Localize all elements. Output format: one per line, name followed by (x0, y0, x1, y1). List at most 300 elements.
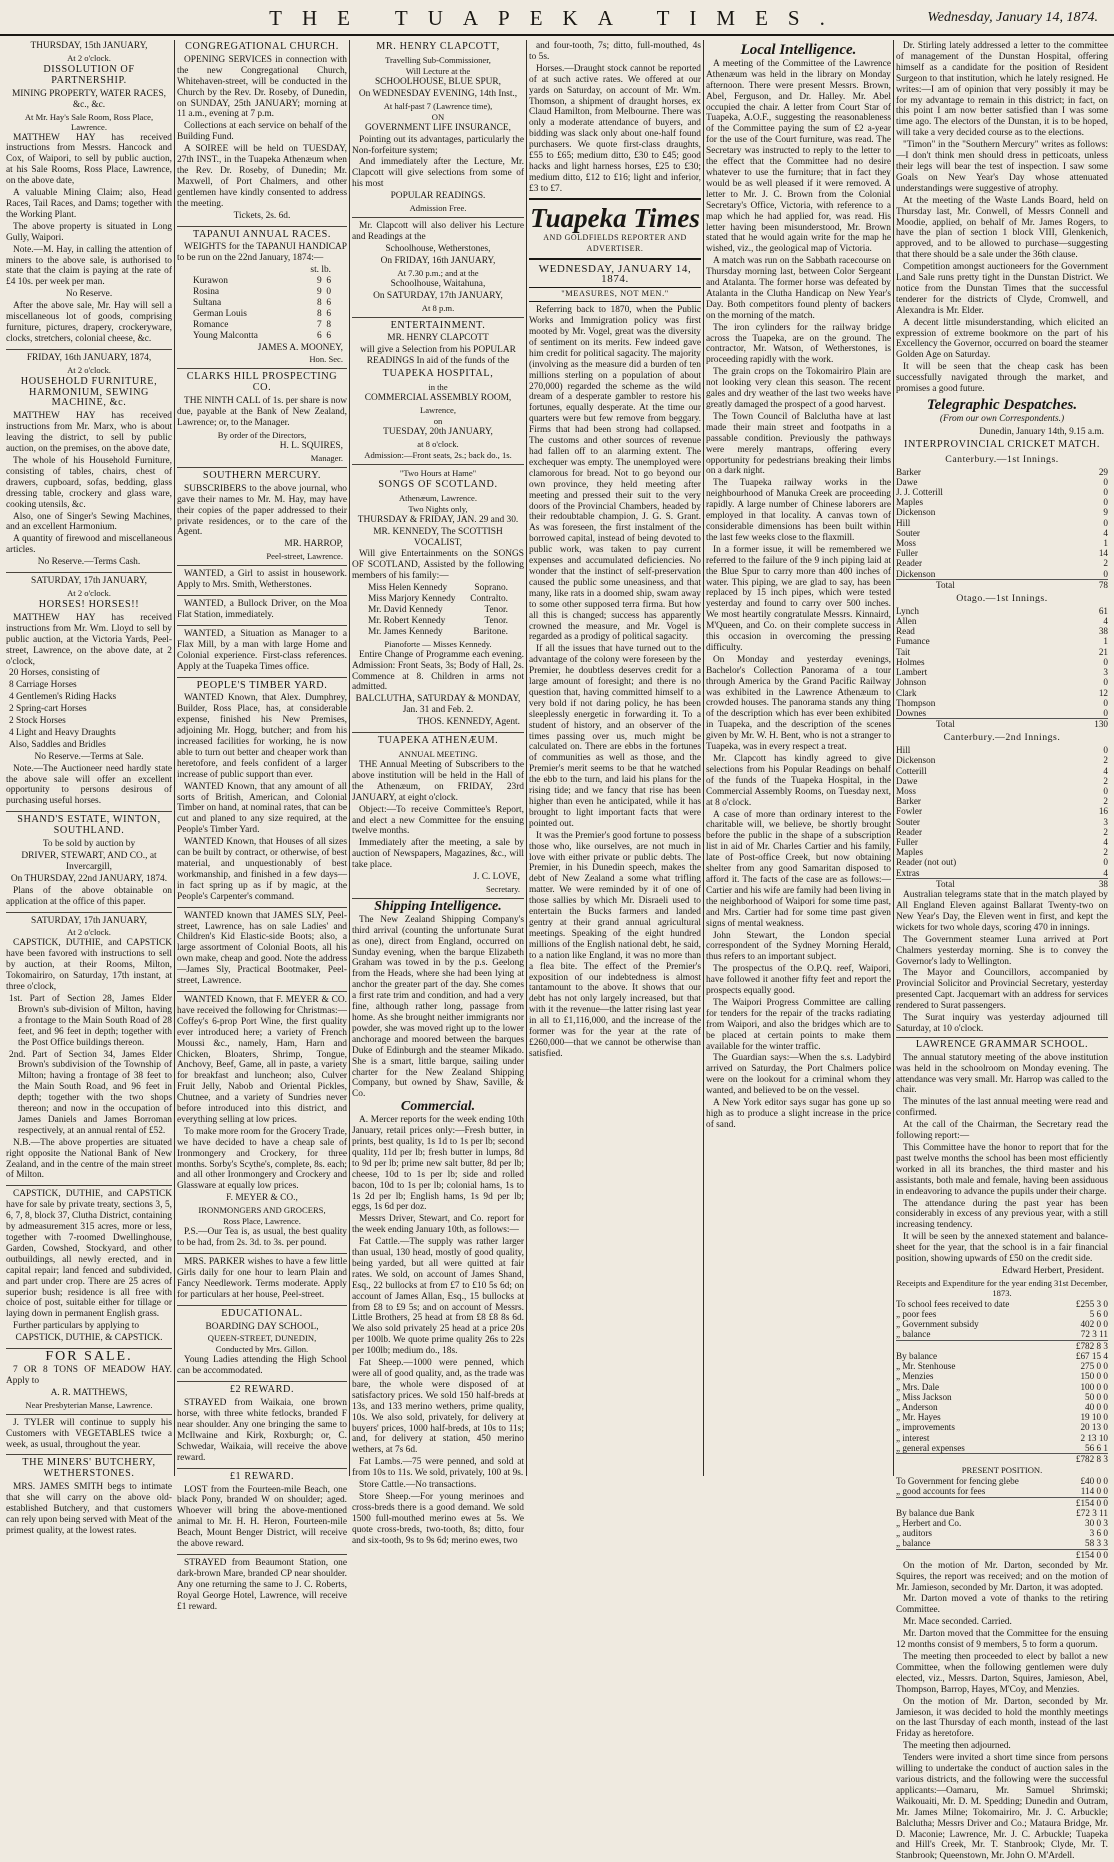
table-row (896, 755, 1108, 765)
ad-firm: DRIVER, STEWART, AND CO., at Invercargill, (21, 851, 157, 872)
news-item: The Tuapeka railway works in the neighbourhood of Manuka Creek are proceeding rapidly. A large number of Chinese laborers are employed in that locality. A canvas town of considerable dimensions has been built within the last few weeks close to the flaxmill. (706, 478, 891, 543)
ad-after: After the above sale, Mr. Hay will sell a miscellaneous lot of goods, comprising furniture, pictures, drapery, crockeryware, clocks, stretchers, colonial cheese, &c. (6, 301, 172, 344)
article-paragraph: and four-tooth, 7s; ditto, full-mouthed, 4s to 5s. (529, 41, 701, 62)
article-paragraph: Mr. Darton moved that the Committee for the ensuing 12 months consist of 9 members, 5 to form a quorum. (896, 1629, 1108, 1651)
ad-topic: GOVERNMENT LIFE INSURANCE, (365, 122, 511, 133)
nameplate-subtitle: AND GOLDFIELDS REPORTER AND ADVERTISER. (543, 232, 687, 253)
column-rule (893, 40, 894, 1476)
row-label: Cotterill (896, 765, 927, 776)
table-row (896, 708, 1108, 719)
news-item: Mr. Clapcott has kindly agreed to give selections from his Popular Readings on behalf of the funds of the Tuapeka Hospital, in the Commercial Assembly Rooms, on Tuesday next, at 8 o'clock. (706, 754, 891, 808)
news-item: The grain crops on the Tokomairiro Plain are not looking very clean this season. The recent gales and dry weather of the last two weeks have greatly damaged the prospect of a good harvest. (706, 367, 891, 410)
news-item: At the meeting of the Waste Lands Board, held on Thursday last, Mr. Conwell, of Messrs Connell and Moodie, applied, on behalf of Mr. James Rogers, to have the plan of section 1 block VIII, Glenkenich, approved, and to be allowed to purchase—suggesting that there should be a sale under the 36th clause. (896, 195, 1108, 261)
column-rule (526, 40, 527, 1476)
ad-time: at 8 o'clock. (417, 438, 459, 449)
total-value: £782 8 3 (1044, 1453, 1108, 1464)
row-label: „ poor fees (896, 1309, 937, 1320)
row-value: 4 (1103, 867, 1108, 878)
wanted-bullock-driver (177, 599, 347, 626)
lot-item: 1st. Part of Section 28, James Elder Brown's sub-division of Milton, having a frontage to the Main South Road of 28 feet, and 96 feet in depth; together with the Post Office buildings thereon. (9, 993, 172, 1048)
table-row (896, 667, 1108, 677)
ad-body: CAPSTICK, DUTHIE, and CAPSTICK have for sale by private treaty, sections 3, 5, 6, 7, 8, block 37, Clutha District, containing by admeasurement 315 acres, more or less, together with 7-roomed Dwellinghouse, Garden, Cowshed, Stockyard, and other outbuildings, all newly erected, and in capital repair; land fenced and subdivided, and part under crop. There are 25 acres of superior bush; residence is all free with choice of post, suitable either for tillage or laying down in permanent English grass. (6, 1189, 172, 1320)
news-item: The iron cylinders for the railway bridge across the Tuapeka, are on the ground. The contractor, Mr. Watson, of Wetherstones, is proceeding rapidly with the work. (706, 322, 891, 366)
column-2 (177, 40, 348, 1612)
ad-body: STRAYED from Beaumont Station, one dark-brown Mare, branded CP near shoulder. Any one returning the same to J. C. Roberts, Royal George Hotel, Lawrence, will receive £1 reward. (177, 1557, 347, 1612)
horse-st: 7 (316, 319, 322, 330)
total-row (896, 1340, 1108, 1351)
section-heading: Shipping Intelligence. (374, 898, 502, 914)
ad-heading: CLARKS HILL PROSPECTING CO. (186, 371, 338, 394)
horse-name: Kurawon (193, 276, 228, 287)
table-row (896, 647, 1108, 657)
notice-miners-butchery (6, 1458, 172, 1540)
row-value: £72 3 11 (1076, 1507, 1108, 1518)
total-value: £154 0 0 (1044, 1497, 1108, 1508)
ad-body: Pointing out its advantages, particularly the Non-forfeiture system; (352, 134, 524, 156)
ad-body: THE NINTH CALL of 1s. per share is now due, payable at the Bank of New Zealand, Lawrence; or, to the Manager. (177, 396, 347, 429)
horse-st: 6 (316, 330, 322, 341)
row-label: Tait (896, 646, 911, 657)
weights-header (193, 265, 331, 276)
table-row (896, 626, 1108, 636)
receipts-table (896, 1299, 1108, 1351)
row-value: 100 0 0 (1080, 1381, 1108, 1392)
row-label: Lambert (896, 667, 928, 678)
row-label: Maples (896, 847, 924, 858)
horse-name: Romance (193, 319, 229, 330)
weight-row (193, 331, 331, 342)
row-value: 14 (1098, 548, 1108, 559)
ad-on: ON (431, 111, 445, 122)
table-row (896, 1351, 1108, 1361)
row-value: 20 13 0 (1080, 1422, 1108, 1433)
table-row (896, 1476, 1108, 1486)
row-label: „ Mr. Hayes (896, 1412, 941, 1423)
ad-role: IRONMONGERS AND GROCERS, (198, 1205, 326, 1216)
total-row (896, 579, 1108, 590)
table-row (896, 837, 1108, 847)
row-value: 56 6 1 (1085, 1442, 1108, 1453)
sale-ad-capstick-land (6, 1189, 172, 1349)
row-label: Fumance (896, 636, 930, 647)
ad-place: Ross Place, Lawrence. (223, 1216, 301, 1227)
weight-row (193, 309, 331, 320)
table-row (896, 487, 1108, 497)
performer-role: Baritone. (473, 626, 508, 637)
list-item: 8 Carriage Horses (9, 680, 77, 691)
notice-entertainment (352, 321, 524, 465)
lot-item: 2nd. Part of Section 34, James Elder Brown's subdivision of the Township of Milton; having a frontage of 38 feet to the Main South Road, and 96 feet in depth; together with the two shops thereon; and now in the occupation of James Daniels and James Borroman respectively, at an annual rental of £52. (9, 1049, 172, 1136)
table-row (896, 1402, 1108, 1412)
horse-name: Sultana (193, 297, 222, 308)
ad-date: SATURDAY, 17th JANUARY, (31, 915, 147, 926)
ad-title: BOARDING DAY SCHOOL, (205, 1321, 319, 1332)
row-value: 4 (1103, 527, 1108, 538)
notice-reward-1 (177, 1472, 347, 1555)
ad-other: BALCLUTHA, SATURDAY & MONDAY, Jan. 31 and Feb. 2. (355, 694, 521, 716)
ad-note: N.B.—The above properties are situated right opposite the National Bank of New Zealand, and in the centre of the main street of Milton. (6, 1137, 172, 1181)
row-value: 72 3 11 (1080, 1329, 1108, 1340)
ad-detail: The above property is situated in Long Gully, Waipori. (6, 221, 172, 243)
row-label: Hill (896, 745, 911, 756)
row-value: 0 (1103, 745, 1108, 756)
ad-body: WANTED, a Girl to assist in housework. Apply to Mrs. Smith, Wetherstones. (177, 569, 347, 591)
table-row (896, 1486, 1108, 1497)
table-row (896, 766, 1108, 776)
ad-reserve: No Reserve. (65, 289, 113, 300)
row-label: Souter (896, 816, 920, 827)
ad-hospital: TUAPEKA HOSPITAL, (382, 368, 494, 380)
table-row (896, 1361, 1108, 1371)
ad-body: Will give Entertainments on the SONGS OF SCOTLAND, Assisted by the following members of his family:— (352, 549, 524, 582)
row-label: Barker (896, 466, 921, 477)
ad-signer: J. C. LOVE, (473, 872, 520, 883)
position-table (896, 1508, 1108, 1560)
row-label: To Government for fencing glebe (896, 1476, 1019, 1487)
row-value: 9 (1103, 507, 1108, 518)
list-item: Also, Saddles and Bridles (9, 739, 106, 750)
row-label: „ balance (896, 1329, 931, 1340)
ad-heading: MR. HENRY CLAPCOTT, (376, 41, 500, 52)
table-row (896, 1443, 1108, 1454)
list-item: 4 Light and Heavy Draughts (9, 727, 116, 738)
ad-body: will give a Selection from his POPULAR READINGS In aid of the funds of the (360, 345, 516, 367)
horse-st: 8 (316, 297, 322, 308)
ad-body: WEIGHTS for the TAPANUI HANDICAP to be run on the 22nd January, 1874:— (177, 242, 347, 264)
table-row (896, 868, 1108, 879)
article-paragraph: Store Sheep.—For young merinoes and cross-breds there is a good demand. We sold 1500 full-mouthed merino ewes at 5s. We quote cross-breds, two-tooth, 8s; ditto, four and six-tooth, 9s to 9s 6d; merino ewes, two (352, 1491, 524, 1546)
row-value: 4 (1103, 837, 1108, 848)
ad-body: To make more room for the Grocery Trade, we have decided to have a cheap sale of Ironmongery and Crockery, for three months. Sorby's Scythe's, complete, 8s. each; and all other Ironmongery and Crockery and Glassware at equally low prices. (177, 1126, 347, 1192)
row-value: 114 0 0 (1080, 1486, 1108, 1497)
table-row (896, 518, 1108, 528)
ad-body: WANTED Known, that any amount of all sorts of British, American, and Colonial Timber on hand, at nominal rates, that can be cut and planed to any size required, at the People's Timber Yard. (177, 781, 347, 836)
list-item: 20 Horses, consisting of (9, 668, 100, 679)
position-title: PRESENT POSITION. (961, 1465, 1043, 1476)
section-heading: Telegraphic Despatches. (926, 397, 1078, 413)
column-rule (174, 40, 175, 1476)
news-item: In a former issue, it will be remembered we referred to the failure of the 9 inch piping laid at the Blue Spur to carry more than 400 inches of water. This piping, we are glad to say, has been replaced by 15 inch pipes, which were tested yesterday and found to carry over 500 inches. We most heartily congratulate Messrs. Kinnaird, M'Queen, and Co. on their complete success in this occasion in overcoming the pressing difficulty. (706, 544, 891, 653)
table-row (896, 548, 1108, 558)
row-label: Dawe (896, 775, 918, 786)
row-label: Dawe (896, 476, 918, 487)
notice-strayed-mare (177, 1558, 347, 1617)
row-value: 50 0 0 (1085, 1391, 1108, 1402)
list-item: 4 Gentlemen's Riding Hacks (9, 692, 117, 703)
ad-place: Athenæum, Lawrence. (398, 492, 478, 503)
ad-heading: ENTERTAINMENT. (390, 319, 486, 331)
row-label: „ improvements (896, 1422, 955, 1433)
ad-dates: THURSDAY & FRIDAY, JAN. 29 and 30. (357, 514, 519, 525)
ad-date: On FRIDAY, 16th JANUARY, (380, 255, 496, 266)
total-value: £154 0 0 (1044, 1549, 1108, 1560)
article-paragraph: Store Cattle.—No transactions. (359, 1480, 477, 1491)
sale-ad-hay (6, 1349, 172, 1415)
ad-in: in the (428, 382, 448, 393)
horse-lb: 6 (326, 330, 331, 341)
table-row (896, 1518, 1108, 1528)
commercial-section (352, 1099, 524, 1546)
nameplate-title: Tuapeka Times (530, 202, 700, 233)
article-paragraph: On the motion of Mr. Darton, seconded by Mr. Jamieson, it was decided to hold the monthly meetings on the last Thursday of each month, instead of the last Friday as heretofore. (896, 1696, 1108, 1740)
table-row (896, 1371, 1108, 1381)
weights-unit: st. lb. (310, 265, 331, 276)
weight-row (193, 287, 331, 298)
ad-detail: A valuable Mining Claim; also, Head Races, Tail Races, and Dams; together with the Working Plant. (6, 188, 172, 220)
table-row (896, 467, 1108, 477)
innings-title: Canterbury.—1st Innings. (945, 453, 1059, 465)
table-row (896, 1433, 1108, 1443)
ad-body: Mr. Clapcott will also deliver his Lecture and Readings at the (352, 221, 524, 242)
ad-terms: No Reserve.—Terms Cash. (37, 557, 141, 568)
weight-row (193, 298, 331, 309)
performer-role: Tenor. (484, 615, 508, 626)
ad-heading: SHAND'S ESTATE, WINTON, SOUTHLAND. (17, 814, 161, 837)
performer-row (368, 627, 508, 638)
row-label: „ good accounts for fees (896, 1486, 986, 1497)
ad-ps: P.S.—Our Tea is, as usual, the best quality to be had, from 2s. 3d. to 3s. per pound. (177, 1227, 347, 1249)
row-value: 2 (1103, 796, 1108, 807)
total-row (896, 1497, 1108, 1508)
ad-heading: £1 REWARD. (229, 1470, 295, 1482)
motto: "MEASURES, NOT MEN." (529, 287, 701, 302)
row-label: Maples (896, 497, 924, 508)
row-value: 2 (1103, 847, 1108, 858)
row-label: Allen (896, 616, 917, 627)
news-item: The Guardian says:—When the s.s. Ladybird arrived on Saturday, the Port Chalmers police were on the lookout for a criminal whom they wanted, and believed to be on the vessel. (706, 1053, 891, 1097)
row-label: Reader (896, 826, 923, 837)
row-label: By balance due Bank (896, 1507, 975, 1518)
article-paragraph: The New Zealand Shipping Company's third arrival (counting the unfortunate Surat as one), direct from England, occurred on Sunday evening, when the barque Elizabeth Graham was towed in by the p.s. Geelong from the Heads, where she had been lying at anchor the greater part of the day. She comes a first rate trim and condition, and had a very fine, although rather long, passage from home. As she brought neither immigrants nor powder, she was moved right up to the lower anchorage and moored between the barques Duke of Edinburgh and the steamer Mikado. She is a smart, little barque, sailing under charter for the New Zealand Shipping Company, but owned by Shaw, Saville, & Co. (352, 914, 524, 1100)
table-row (896, 1299, 1108, 1309)
ad-body: WANTED Known, that F. MEYER & CO. have received the following for Christmas:—Coffey's 6-prop Port Wine, the first quality ever introduced here; a variety of French Moussi &c., namely, Ham, Harn and Chicken, Bloaters, Shrimp, Tongue, Anchovy, Beef, Game, all in paste, a variety for breakfast and luncheon; also, Culver Fruit Jelly, Nabob and Oriental Pickles, Chutnee, and a variety of Sundries never before introduced into this district, and everything selling at low prices. (177, 994, 348, 1125)
row-value: £67 15 4 (1075, 1350, 1108, 1361)
row-label: „ Mr. Stenhouse (896, 1361, 956, 1372)
ad-signer: MR. HARROP, (284, 539, 343, 550)
performer-name: Miss Marjory Kennedy (368, 594, 456, 605)
ad-programme: Entire Change of Programme each evening. Admission: Front Seats, 3s; Body of Hall, 2s. Commence at 8. Children in arms not admitted. (352, 649, 524, 693)
total-row (896, 878, 1108, 889)
ad-body: CAPSTICK, DUTHIE, and CAPSTICK have been favored with instructions to sell by auction, at their Rooms, Milton, Tokomairiro, on Saturday, 17th instant, at three o'clock, (6, 938, 172, 993)
ad-body: WANTED known that JAMES SLY, Peel-street, Lawrence, has on sale Ladies' and Children's Kid Elastic-side Boots; also, a large assortment of Colonial Boots, all his own make, cheap and good. Note the address—James Sly, Practical Bootmaker, Peel-street, Lawrence. (177, 910, 347, 987)
performer-role: Soprano. (474, 583, 508, 594)
ad-time: At half-past 7 (Lawrence time), (383, 100, 493, 111)
ad-body: WANTED Known, that Alex. Dumphrey, Builder, Ross Place, has, at considerable expense, finished his New Premises, adjoining Mr. Hogg, butcher; and from his increased facilities for working, he is now able to turn out better and cheaper work than heretofore, and feels confident of a larger increase of public support than ever. (177, 693, 347, 780)
notice-clarks-hill (177, 372, 347, 467)
ad-heading: TAPANUI ANNUAL RACES. (192, 228, 332, 240)
row-value: 12 (1098, 687, 1108, 698)
section-heading: Commercial. (400, 1099, 476, 1115)
performer-row (368, 605, 508, 616)
ad-title: MR. KENNEDY, The SCOTTISH VOCALIST, (373, 526, 503, 548)
notice-james-sly (177, 911, 347, 992)
innings-title: Otago.—1st Innings. (956, 592, 1048, 604)
row-label: „ general expenses (896, 1442, 965, 1453)
ad-heading: THE MINERS' BUTCHERY, WETHERSTONES. (22, 1457, 156, 1480)
ad-time: At 2 o'clock. (67, 587, 111, 598)
ad-place: Schoolhouse, Waitahuna, (390, 278, 486, 289)
notice-tyler-vegetables (6, 1418, 172, 1456)
row-value: £40 0 0 (1080, 1476, 1108, 1487)
ad-body: And immediately after the Lecture, Mr. Clapcott will give selections from some of his most (352, 157, 524, 190)
issue-date: WEDNESDAY, JANUARY 14, 1874. (538, 262, 692, 286)
ad-note: Note.—The Auctioneer need hardly state the above sale will offer an excellent opportunity to persons desirous of purchasing useful horses. (6, 763, 172, 807)
ad-detail: The whole of his Household Furniture, consisting of tables, chairs, chest of drawers, cupboard, sofas, bedding, glass dressing table, crockery and glass ware, cooking utensils, &c. (6, 456, 172, 510)
notice-meyer-co (177, 995, 347, 1254)
table-row (896, 827, 1108, 837)
article-paragraph: The annual statutory meeting of the above institution was held in the schoolroom on Monday evening. The attendance was very small. Mr. Harrop was called to the chair. (896, 1052, 1108, 1096)
total-label: Total (896, 579, 1074, 590)
telegraph-section (896, 397, 1108, 1035)
ad-date: FRIDAY, 16th JANUARY, 1874, (26, 352, 152, 363)
table-row (896, 796, 1108, 806)
table-row (896, 1422, 1108, 1432)
horse-st: 9 (316, 276, 322, 287)
ad-heading: PEOPLE'S TIMBER YARD. (196, 679, 328, 691)
row-label: Read (896, 626, 915, 637)
ad-body: MATTHEW HAY has received instructions from Mr. Marx, who is about leaving the district, to sell by public auction, on the premises, on the above date, (6, 411, 172, 455)
table-row (896, 1319, 1108, 1329)
ad-plans: Plans of the above obtainable on application at the office of this paper. (6, 885, 172, 907)
table-row (896, 745, 1108, 755)
ad-role: Secretary. (485, 883, 520, 894)
row-value: 3 (1103, 667, 1108, 678)
accounts-title: Receipts and Expenditure for the year ending 31st December, 1873. (896, 1277, 1108, 1298)
list-item: 2 Spring-cart Horses (9, 704, 87, 715)
row-label: „ auditors (896, 1528, 932, 1539)
ad-pianoforte: Pianoforte — Misses Kennedy. (384, 638, 492, 649)
news-item: A New York editor says sugar has gone up so high as to produce a slight increase in the price of sand. (706, 1098, 891, 1130)
auction-ad-capstick (6, 916, 172, 1187)
row-value: 150 0 0 (1080, 1371, 1108, 1382)
performer-name: Mr. Robert Kennedy (368, 615, 446, 626)
horse-st: 9 (316, 287, 322, 298)
horse-lb: 0 (326, 287, 331, 298)
column-1 (6, 40, 172, 1536)
row-label: Johnson (896, 677, 927, 688)
ad-time: At 2 o'clock. (67, 927, 111, 938)
notice-clapcott-lecture (352, 42, 524, 218)
performer-role: Contralto. (470, 594, 508, 605)
column-rule (703, 40, 704, 1476)
row-label: Fuller (896, 548, 918, 559)
innings-title: Canterbury.—2nd Innings. (943, 732, 1061, 744)
table-row (896, 558, 1108, 568)
news-item: It will be seen that the cheap cask has been successfully navigated through the market, and promises a good future. (896, 362, 1108, 395)
ad-date: On SATURDAY, 17th JANUARY, (373, 290, 503, 301)
article-paragraph: Mr. Darton moved a vote of thanks to the retiring Committee. (896, 1594, 1108, 1616)
ad-readings: POPULAR READINGS. (390, 191, 486, 202)
ad-heading: TUAPEKA ATHENÆUM. (377, 735, 499, 747)
list-item: 2 Stock Horses (9, 716, 66, 727)
table-row (896, 538, 1108, 548)
horse-lb: 6 (326, 297, 331, 308)
total-value: 38 (1074, 878, 1108, 889)
notice-educational (177, 1309, 347, 1383)
article-paragraph: The minutes of the last annual meeting were read and confirmed. (896, 1097, 1108, 1119)
ad-date: SATURDAY, 17th JANUARY, (31, 576, 147, 587)
news-item: Competition amongst auctioneers for the Government Land Sale runs pretty tight in the Dunstan District. We notice from the Dunstan Times that the successful tenderer for the districts of Clyde, Cromwell, and Alexandra is Mr. Elder. (896, 262, 1108, 316)
article-paragraph: The meeting then adjourned. (903, 1741, 1011, 1752)
notice-clapcott-readings (352, 221, 524, 317)
table-row (896, 497, 1108, 507)
ad-intro: To be sold by auction by (42, 839, 136, 850)
ad-time: At 7.30 p.m.; and at the (397, 267, 479, 278)
horse-lb: 8 (326, 319, 331, 330)
table-row (896, 806, 1108, 816)
ad-heading: SOUTHERN MERCURY. (202, 469, 322, 481)
ad-time: At 2 o'clock. (67, 364, 111, 375)
ad-title: MR. HENRY CLAPCOTT (387, 333, 489, 344)
row-value: 0 (1103, 486, 1108, 497)
ad-role: Hon. Sec. (309, 354, 343, 365)
news-item: The Waipori Progress Committee are calling for tenders for the repair of the tracks radiating from Waipori, and also the bridges which are to be placed at certain points to make them available for the winter traffic. (706, 997, 891, 1052)
total-row (896, 1453, 1108, 1464)
article-paragraph: This Committee have the honor to report that for the past twelve months the school has been most efficiently worked in all its branches, the third master and his assistants, both male and female, having been assiduous in endeavoring to advance the pupils under their charge. (896, 1143, 1108, 1197)
ad-further: Further particulars by applying to (13, 1321, 140, 1332)
row-value: 0 (1103, 656, 1108, 667)
ad-body: THE Annual Meeting of Subscribers to the above institution will be held in the Hall of the Athenæum, on FRIDAY, 23rd JANUARY, at eight o'clock. (352, 759, 524, 803)
masthead-title: THE TUAPEKA TIMES. (269, 6, 845, 30)
ad-body: SUBSCRIBERS to the above journal, who gave their names to Mr. M. Hay, may have their copies of the paper addressed to their private residences, or to the care of the Agent. (177, 483, 347, 538)
row-value: 61 (1098, 605, 1108, 616)
row-label: „ Government subsidy (896, 1319, 979, 1330)
row-value: 2 13 10 (1080, 1432, 1108, 1443)
row-label: Dickenson (896, 568, 936, 579)
wanted-situation (177, 629, 347, 678)
ad-place: SCHOOLHOUSE, BLUE SPUR, (374, 76, 502, 87)
masthead (0, 0, 1114, 36)
ad-place: Schoolhouse, Wetherstones, (385, 243, 491, 254)
article-paragraph: It will be seen by the annexed statement and balance-sheet for the year, that the school is in a fair financial position, showing upwards of £50 on the credit side. (896, 1232, 1108, 1265)
performer-row (368, 594, 508, 605)
table-row (896, 569, 1108, 580)
row-value: 40 0 0 (1085, 1401, 1108, 1412)
row-value: 0 (1103, 857, 1108, 868)
ad-heading: £2 REWARD. (229, 1384, 295, 1396)
row-value: 58 3 3 (1085, 1538, 1108, 1549)
table-row (896, 657, 1108, 667)
ad-heading: DISSOLUTION OF PARTNERSHIP. (43, 63, 135, 86)
table-row (896, 616, 1108, 626)
table-row (896, 1329, 1108, 1340)
weight-row (193, 320, 331, 331)
notice-songs-of-scotland (352, 468, 524, 733)
editorial-paragraph: Referring back to 1870, when the Public Works and Immigration policy was first mooted by Mr. Vogel, great was the diversity of sentiment on its merits. Few indeed gave him credit for political sagacity. The majority (involving as the measure did a burden of ten millions sterling on a population of about 270,000) regarded the scheme as the wild dream of a desperate gambler to restore his fortunes, equally desperate. At the time our quarters were but few remove from beggary. Firms that had been strong had collapsed. The customs and other sources of revenue had fallen off to an alarming extent. The exchequer was empty. The unemployed were clamorous for bread. Not to go beyond our own province, they held meeting after meeting and pressed their suit to the very doors of the Provincial Chambers, headed by their redoubtable champion, J. G. S. Grant. As was foreseen, the first instalment of the borrowed capital, instead of being devoted to public work, was taken to pay current expenses and accumulated deficiencies. No wonder that the instinct of self-preservation caused the public some uneasiness, and that many, like rats in a doomed ship, swam away to some other supposed terra firma. But how all this is changed; success has apparently crowned the measure, and Mr. Vogel is regarded as a prodigy of political sagacity. (529, 305, 701, 643)
scorecard-table (896, 467, 1108, 590)
ad-name: A. R. MATTHEWS, (50, 1387, 128, 1398)
row-label: Lynch (896, 605, 919, 616)
ad-body: MRS. JAMES SMITH begs to intimate that she will carry on the above old-established Butchery, and that customers can rely upon being served with Meat of the primest quality, at the lowest rates. (6, 1482, 172, 1536)
row-value: £255 3 0 (1075, 1298, 1108, 1309)
horse-lb: 6 (326, 308, 331, 319)
row-value: 4 (1103, 616, 1108, 627)
table-row (896, 817, 1108, 827)
horse-lb: 6 (326, 276, 331, 287)
notice-congregational-church (177, 42, 347, 227)
table-row (896, 1382, 1108, 1392)
row-value: 4 (1103, 765, 1108, 776)
auction-ad-partnership (6, 41, 172, 350)
wanted-girl (177, 569, 347, 596)
total-label (896, 1340, 1044, 1351)
row-value: 21 (1098, 646, 1108, 657)
news-item: A decent little misunderstanding, which elicited an expression of extreme bookmore on the part of his Excellency the Governor, occurred on board the steamer Golden Age on Saturday. (896, 317, 1108, 361)
article-paragraph: Messrs Driver, Stewart, and Co. report for the week ending January 10th, as follows:— (352, 1214, 524, 1236)
total-label (896, 1453, 1044, 1464)
ad-body: J. TYLER will continue to supply his Customers with VEGETABLES twice a week, as usual, throughout the year. (6, 1417, 172, 1450)
performer-name: Mr. David Kennedy (368, 605, 443, 615)
